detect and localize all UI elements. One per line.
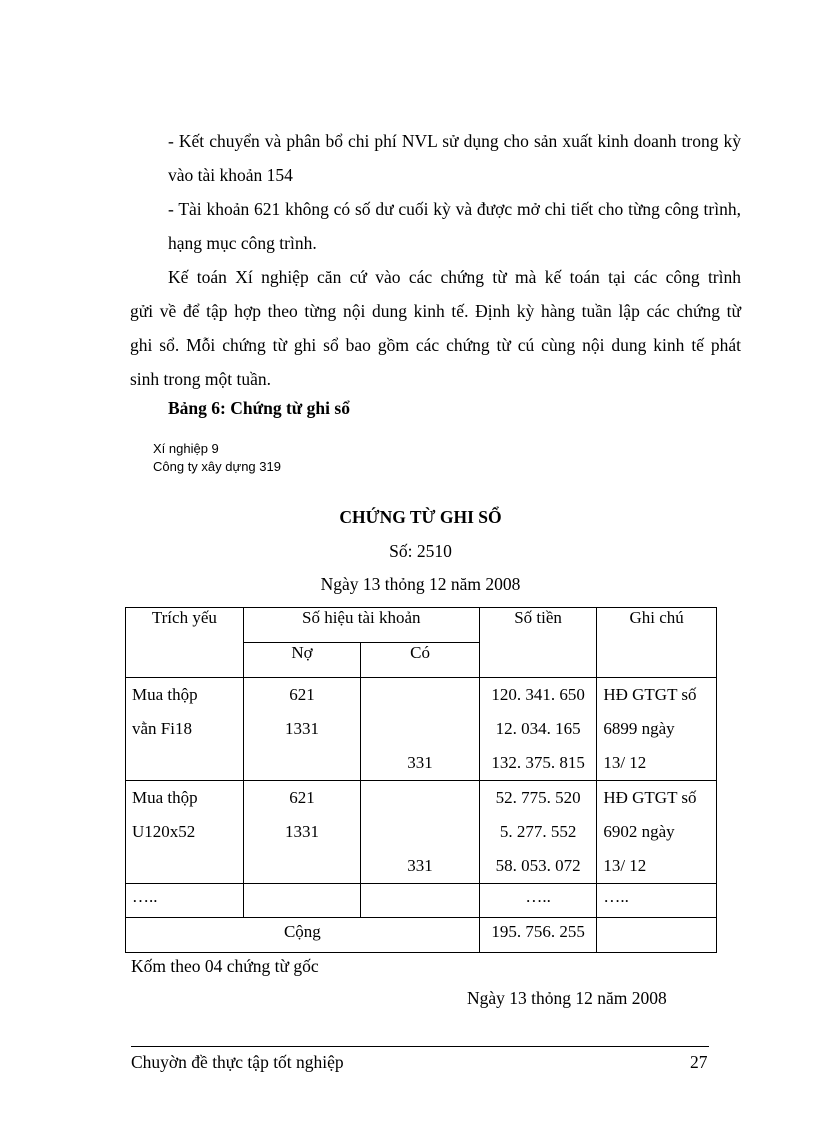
header-amount: Số tiền <box>479 608 597 678</box>
paragraph-transfer: - Kết chuyển và phân bổ chi phí NVL sử dụng cho sản xuất kinh doanh trong kỳ vào tài khoản 154 <box>168 131 741 185</box>
cell-line: 13/ 12 <box>603 753 647 772</box>
table-row-ellipsis <box>126 884 717 918</box>
paragraph-account-621: - Tài khoản 621 không có số dư cuối kỳ và được mở chi tiết cho từng công trình, hạng mục công trình. <box>168 199 741 253</box>
cell-line: 58. 053. 072 <box>495 856 581 875</box>
footer-title: Chuyờn đề thực tập tốt nghiệp <box>131 1052 344 1072</box>
page-number: 27 <box>690 1052 708 1072</box>
cell-line: HĐ GTGT số <box>603 685 697 704</box>
cell-line: 132. 375. 815 <box>491 753 585 772</box>
signing-date: Ngày 13 thỏng 12 năm 2008 <box>467 988 667 1008</box>
cell-line: 621 <box>289 788 315 807</box>
organization-company: Công ty xây dựng 319 <box>153 459 281 474</box>
cell-note <box>597 678 717 781</box>
cell-line <box>250 849 355 883</box>
cell-debit <box>243 678 361 781</box>
cell-line: U120x52 <box>132 822 196 841</box>
cell-note <box>597 781 717 884</box>
cell-line: 13/ 12 <box>603 856 647 875</box>
header-credit: Có <box>361 643 480 678</box>
voucher-date: Ngày 13 thỏng 12 năm 2008 <box>320 574 521 594</box>
cell-credit <box>361 884 480 918</box>
cell-line: HĐ GTGT số <box>603 788 697 807</box>
table-heading: Bảng 6: Chứng từ ghi sổ <box>168 398 350 418</box>
cell-note <box>597 918 717 953</box>
cell-line: 52. 775. 520 <box>495 788 581 807</box>
cell-line: vằn Fi18 <box>132 719 192 738</box>
table-row <box>126 781 717 884</box>
cell-line <box>367 678 473 712</box>
cell-amount: ….. <box>479 884 597 918</box>
footer-divider <box>131 1046 709 1047</box>
paragraph-line: ghi sổ. Mỗi chứng từ ghi sổ bao gồm các chứng từ cú cùng nội dung kinh tế phát <box>130 335 741 355</box>
cell-line <box>250 746 355 780</box>
cell-description <box>126 678 244 781</box>
cell-note: ….. <box>597 884 717 918</box>
cell-debit <box>243 781 361 884</box>
cell-line: 331 <box>407 856 433 875</box>
cell-credit <box>361 678 480 781</box>
cell-line <box>132 746 237 780</box>
header-debit: Nợ <box>243 643 361 678</box>
organization-unit: Xí nghiệp 9 <box>153 441 219 456</box>
cell-line: 331 <box>407 753 433 772</box>
cell-amount <box>479 781 597 884</box>
total-amount: 195. 756. 255 <box>479 918 597 953</box>
voucher-table <box>125 607 717 953</box>
table-row <box>126 678 717 781</box>
attachment-note: Kốm theo 04 chứng từ gốc <box>131 956 319 976</box>
paragraph-line: gửi về để tập hợp theo từng nội dung kinh tế. Định kỳ hàng tuần lập các chứng từ <box>130 301 741 321</box>
total-label: Cộng <box>126 918 480 953</box>
header-description: Trích yếu <box>126 608 244 678</box>
cell-line: Mua thộp <box>132 685 198 704</box>
cell-line: 621 <box>289 685 315 704</box>
cell-line <box>367 781 473 815</box>
cell-line: 1331 <box>285 822 320 841</box>
cell-description: ….. <box>126 884 244 918</box>
cell-line: 5. 277. 552 <box>499 822 577 841</box>
paragraph-accounting-process <box>130 260 741 396</box>
cell-amount <box>479 678 597 781</box>
cell-line <box>367 815 473 849</box>
cell-line <box>367 712 473 746</box>
paragraph-line: Kế toán Xí nghiệp căn cứ vào các chứng từ mà kế toán tại các công trình <box>168 267 741 287</box>
table-total-row <box>126 918 717 953</box>
voucher-title: CHỨNG TỪ GHI SỔ <box>339 507 502 527</box>
cell-line: 120. 341. 650 <box>491 685 585 704</box>
cell-debit <box>243 884 361 918</box>
cell-line <box>132 849 237 883</box>
cell-line: 6899 ngày <box>603 719 675 738</box>
header-note: Ghi chú <box>597 608 717 678</box>
voucher-number: Số: 2510 <box>389 541 452 561</box>
organization-block <box>153 440 281 476</box>
cell-description <box>126 781 244 884</box>
table-header-row <box>126 608 717 643</box>
cell-line: 1331 <box>285 719 320 738</box>
cell-line: Mua thộp <box>132 788 198 807</box>
paragraph-line: sinh trong một tuần. <box>130 369 271 389</box>
header-account-group: Số hiệu tài khoản <box>243 608 479 643</box>
cell-line: 6902 ngày <box>603 822 675 841</box>
cell-line: 12. 034. 165 <box>495 719 581 738</box>
cell-credit <box>361 781 480 884</box>
